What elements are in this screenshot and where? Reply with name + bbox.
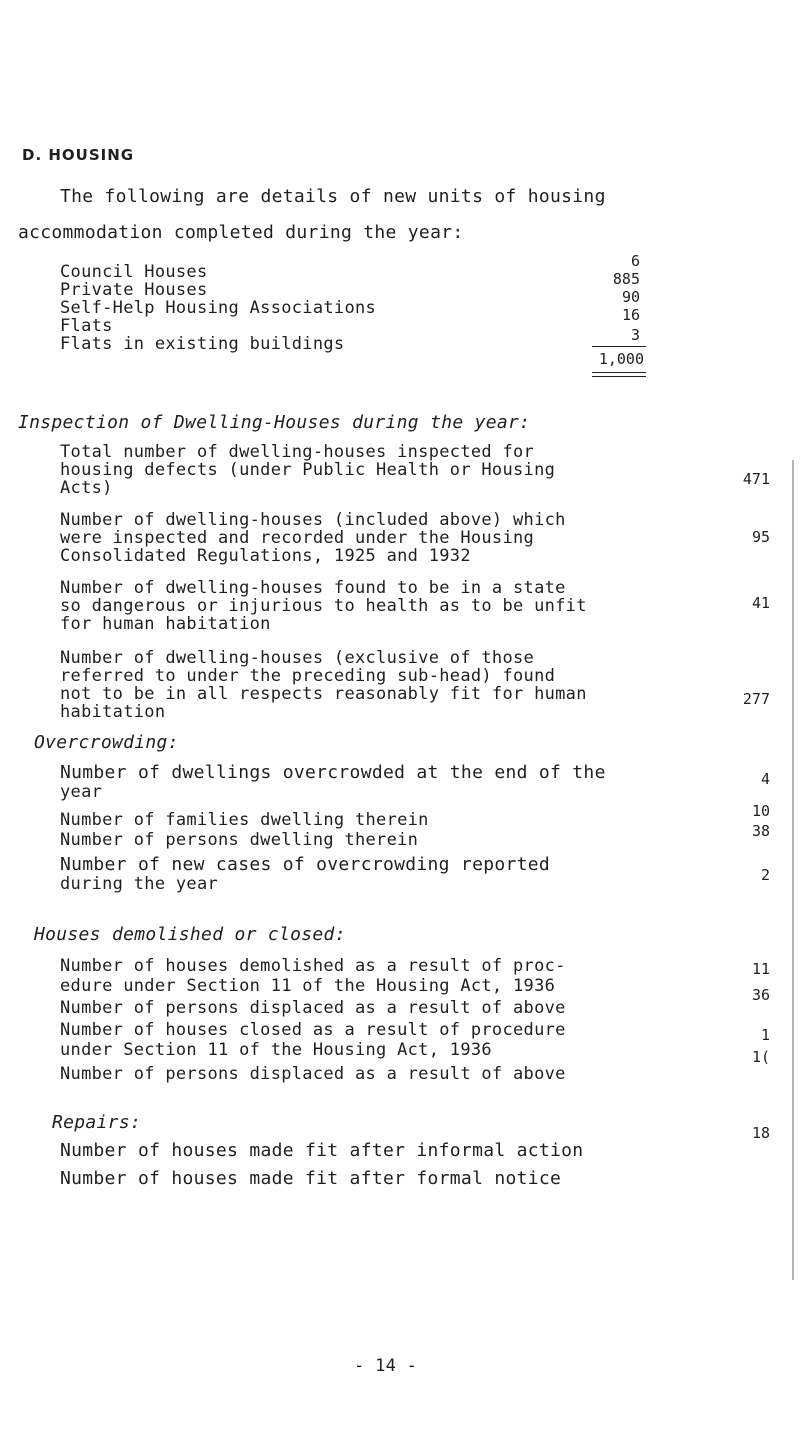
scan-edge-line	[792, 460, 794, 1280]
inspection-item-line: Number of dwelling-houses (exclusive of those	[60, 648, 535, 668]
completed-row-label: Private Houses	[60, 280, 208, 300]
demolished-item-line: under Section 11 of the Housing Act, 1936	[60, 1040, 492, 1060]
overcrowding-item-line: Number of persons dwelling therein	[60, 830, 419, 850]
sum-rule	[592, 346, 646, 347]
completed-row-label: Council Houses	[60, 262, 208, 282]
inspection-heading: Inspection of Dwelling-Houses during the year:	[18, 412, 531, 433]
inspection-item-line: Total number of dwelling-houses inspected for	[60, 442, 535, 462]
total-double-rule	[592, 372, 646, 377]
inspection-item-line: habitation	[60, 702, 166, 722]
demolished-item-line: edure under Section 11 of the Housing Act, 1936	[60, 976, 556, 996]
completed-row-label: Self-Help Housing Associations	[60, 298, 377, 318]
completed-row-value: 3	[630, 326, 640, 344]
demolished-value: 36	[751, 986, 770, 1004]
inspection-item-line: for human habitation	[60, 614, 271, 634]
inspection-item-line: were inspected and recorded under the Housing	[60, 528, 535, 548]
demolished-value: 11	[751, 960, 770, 978]
overcrowding-item-line: Number of families dwelling therein	[60, 810, 429, 830]
repairs-item-line: Number of houses made fit after informal action	[60, 1140, 584, 1161]
inspection-item-line: so dangerous or injurious to health as to be unfit	[60, 596, 587, 616]
inspection-item-line: Number of dwelling-houses (included above) which	[60, 510, 566, 530]
demolished-item-line: Number of persons displaced as a result of above	[60, 1064, 566, 1084]
repairs-heading: Repairs:	[52, 1112, 142, 1133]
inspection-item-line: referred to under the preceding sub-head) found	[60, 666, 556, 686]
intro-line-1: The following are details of new units of housing	[60, 186, 606, 207]
demolished-item-line: Number of houses demolished as a result of proc-	[60, 956, 566, 976]
inspection-item-line: not to be in all respects reasonably fit for human	[60, 684, 587, 704]
inspection-value: 41	[751, 594, 770, 612]
overcrowding-item-line: Number of dwellings overcrowded at the end of the	[60, 762, 606, 783]
demolished-item-line: Number of houses closed as a result of procedure	[60, 1020, 566, 1040]
inspection-value: 277	[742, 690, 770, 708]
section-heading: D. HOUSING	[22, 146, 135, 164]
overcrowding-value: 2	[760, 866, 770, 884]
overcrowding-value: 10	[751, 802, 770, 820]
completed-row-value: 885	[612, 270, 640, 288]
demolished-heading: Houses demolished or closed:	[34, 924, 346, 945]
inspection-item-line: housing defects (under Public Health or Housing	[60, 460, 556, 480]
completed-row-value: 16	[621, 306, 640, 324]
overcrowding-item-line: during the year	[60, 874, 219, 894]
overcrowding-item-line: Number of new cases of overcrowding reported	[60, 854, 551, 875]
overcrowding-item-line: year	[60, 782, 103, 802]
completed-row-label: Flats	[60, 316, 113, 336]
completed-row-label: Flats in existing buildings	[60, 334, 345, 354]
overcrowding-value: 4	[760, 770, 770, 788]
inspection-item-line: Consolidated Regulations, 1925 and 1932	[60, 546, 471, 566]
overcrowding-heading: Overcrowding:	[34, 732, 179, 753]
demolished-value: 1(	[751, 1048, 770, 1066]
page-number: - 14 -	[354, 1356, 418, 1376]
completed-row-value: 90	[621, 288, 640, 306]
completed-total: 1,000	[598, 350, 644, 368]
demolished-item-line: Number of persons displaced as a result of above	[60, 998, 566, 1018]
repairs-item-line: Number of houses made fit after formal notice	[60, 1168, 562, 1189]
repairs-value: 18	[751, 1124, 770, 1142]
completed-row-value: 6	[630, 252, 640, 270]
inspection-item-line: Acts)	[60, 478, 113, 498]
inspection-item-line: Number of dwelling-houses found to be in a state	[60, 578, 566, 598]
inspection-value: 95	[751, 528, 770, 546]
inspection-value: 471	[742, 470, 770, 488]
intro-line-2: accommodation completed during the year:	[18, 222, 464, 243]
overcrowding-value: 38	[751, 822, 770, 840]
demolished-value: 1	[760, 1026, 770, 1044]
